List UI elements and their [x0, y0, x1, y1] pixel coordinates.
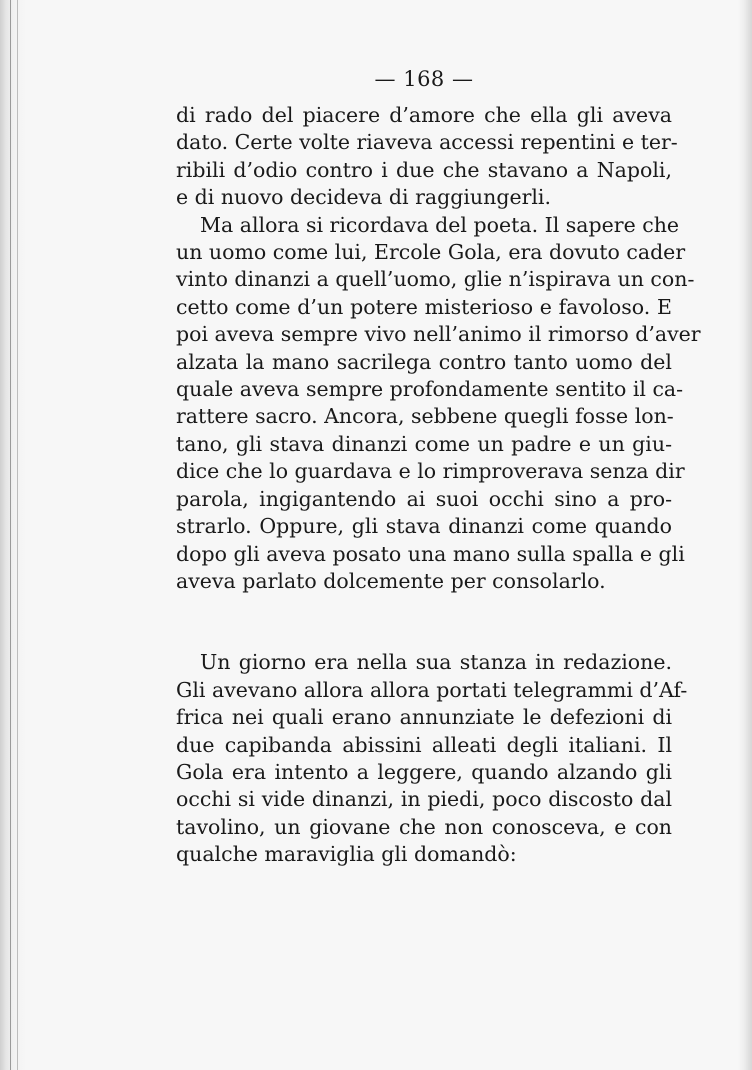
text-line: due capibanda abissini alleati degli italiani. Il: [176, 732, 672, 757]
text-line: alzata la mano sacrilega contro tanto uomo del: [176, 349, 672, 374]
text-line: Gola era intento a leggere, quando alzando gli: [176, 759, 672, 784]
text-line: aveva parlato dolcemente per consolarlo.: [176, 568, 606, 593]
text-line: poi aveva sempre vivo nell’animo il rimorso d’aver: [176, 322, 701, 347]
text-line: tavolino, un giovane che non conosceva, e con: [176, 814, 672, 839]
text-line: Gli avevano allora allora portati telegrammi d’Af-: [176, 677, 688, 702]
text-line: quale aveva sempre profondamente sentito il ca-: [176, 377, 684, 402]
text-line: cetto come d’un potere misterioso e favoloso. E: [176, 294, 672, 319]
text-line: un uomo come lui, Ercole Gola, era dovuto cader: [176, 240, 686, 265]
text-line: di rado del piacere d’amore che ella gli aveva: [176, 103, 672, 127]
text-line: vinto dinanzi a quell’uomo, glie n’ispirava un con-: [176, 267, 695, 292]
text-line: strarlo. Oppure, gli stava dinanzi come quando: [176, 514, 672, 539]
scan-binding-edge: [0, 0, 26, 1070]
text-line: dopo gli aveva posato una mano sulla spalla e gli: [176, 541, 685, 566]
text-line: qualche maraviglia gli domandò:: [176, 842, 517, 867]
text-line: frica nei quali erano annunziate le defezioni di: [176, 705, 672, 730]
scan-right-edge: [738, 0, 752, 1070]
text-line: occhi si vide dinanzi, in piedi, poco discosto dal: [176, 787, 672, 812]
text-line: dato. Certe volte riaveva accessi repentini e ter-: [176, 130, 678, 155]
text-line: dice che lo guardava e lo rimproverava senza dir: [176, 459, 685, 484]
text-line: tano, gli stava dinanzi come un padre e un giu-: [176, 431, 672, 456]
book-page: [176, 66, 701, 869]
text-line: parola, ingigantendo ai suoi occhi sino a pro-: [176, 486, 672, 511]
paragraph-3: [176, 649, 688, 868]
page-number: — 168 —: [374, 67, 474, 91]
text-line: rattere sacro. Ancora, sebbene quegli fosse lon-: [176, 404, 674, 429]
text-line: ribili d’odio contro i due che stavano a Napoli,: [176, 157, 672, 182]
text-line: Un giorno era nella sua stanza in redazione.: [200, 650, 672, 675]
text-line: e di nuovo decideva di raggiungerli.: [176, 185, 552, 210]
text-line: Ma allora si ricordava del poeta. Il sapere che: [200, 212, 680, 237]
paragraph-2: [176, 212, 701, 596]
paragraph-1: [176, 102, 678, 212]
